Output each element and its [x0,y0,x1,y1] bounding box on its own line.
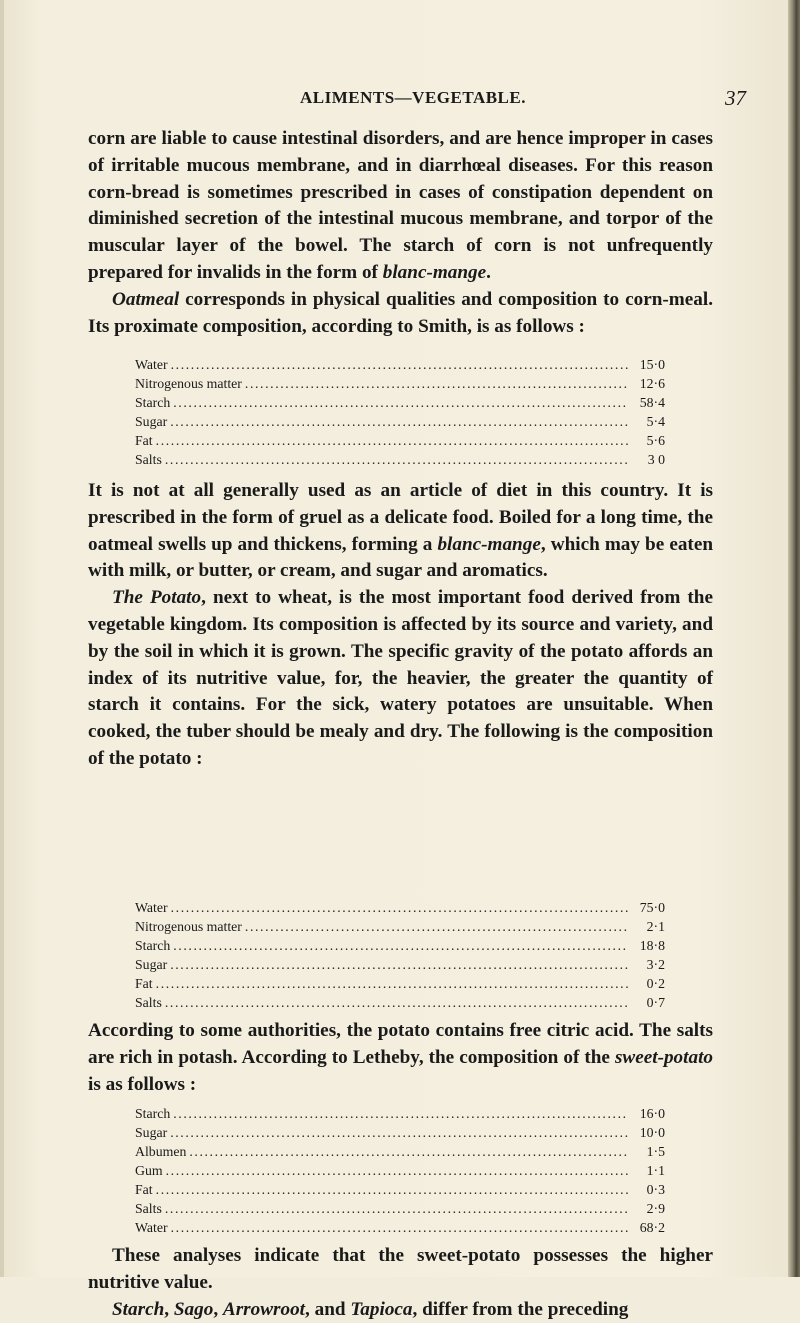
table-row [135,1199,665,1218]
table-row [135,936,665,955]
row-label: Fat [135,976,153,991]
sweet-potato-composition-table [135,1104,665,1237]
text-block-2 [88,478,713,773]
row-label: Nitrogenous matter [135,919,242,934]
row-label: Salts [135,1201,162,1216]
row-value: 58·4 [639,395,665,410]
table-row [135,993,665,1012]
dot-leader [173,936,628,955]
paragraph-sweet-potato: According to some authorities, the potato contains free citric acid. The salts are rich in potash. According to Letheby, the composition of the sweet-potato is as follows : [88,1020,713,1095]
row-label: Water [135,1220,168,1235]
dot-leader [173,1104,628,1123]
table-row [135,917,665,936]
row-label: Salts [135,452,162,467]
row-value: 18·8 [639,938,665,953]
table-row [135,898,665,917]
row-value: 3·2 [646,957,665,972]
row-label: Fat [135,1182,153,1197]
dot-leader [245,917,628,936]
row-value: 15·0 [639,357,665,372]
table-row [135,974,665,993]
dot-leader [173,393,628,412]
dot-leader [170,1123,628,1142]
dot-leader [171,898,628,917]
row-value: 0·3 [646,1182,665,1197]
page-left-edge [0,0,4,1277]
dot-leader [245,374,628,393]
table-row [135,412,665,431]
text-block-1 [88,126,713,340]
row-label: Sugar [135,1125,168,1140]
row-value: 5·6 [646,433,665,448]
dot-leader [156,431,628,450]
dot-leader [171,1218,628,1237]
row-value: 68·2 [639,1220,665,1235]
row-label: Fat [135,433,153,448]
row-label: Starch [135,395,171,410]
dot-leader [165,993,628,1012]
row-value: 10·0 [639,1125,665,1140]
dot-leader [165,1199,628,1218]
row-label: Water [135,357,168,372]
table-row [135,1142,665,1161]
dot-leader [171,355,628,374]
row-label: Starch [135,938,171,953]
paragraph-oatmeal-use: It is not at all generally used as an article of diet in this country. It is prescribed in the form of gruel as a delicate food. Boiled for a long time, the oatmeal swells up and thickens, forming a blanc-mange, which may be eaten with milk, or butter, or cream, and sugar and aromatics. [88,480,714,582]
table-row [135,955,665,974]
table-row [135,374,665,393]
row-label: Albumen [135,1144,187,1159]
dot-leader [170,955,628,974]
dot-leader [156,1180,628,1199]
book-spine-edge [788,0,800,1277]
table-row [135,1123,665,1142]
dot-leader [189,1142,628,1161]
row-value: 0·7 [646,995,665,1010]
table-row [135,431,665,450]
text-block-3 [88,1018,713,1098]
table-row [135,393,665,412]
running-head: ALIMENTS—VEGETABLE. [300,88,526,107]
dot-leader [165,450,628,469]
dot-leader [166,1161,628,1180]
row-value: 1·1 [646,1163,665,1178]
row-value: 0·2 [646,976,665,991]
table-row [135,1104,665,1123]
row-value: 75·0 [639,900,665,915]
row-value: 1·5 [646,1144,665,1159]
paragraph-potato: The Potato, next to wheat, is the most important food derived from the vegetable kingdom. Its composition is affected by its source and variety, and by the soil in which it is grown. The specific gravity of the potato affords an index of its nutritive value, for, the heavier, the greater the quantity of starch it contains. For the sick, watery potatoes are unsuitable. When cooked, the tuber should be mealy and dry. The following is the composition of the potato : [88,587,713,769]
paragraph-analyses: These analyses indicate that the sweet-potato possesses the higher nutritive value. [88,1245,713,1293]
paragraph-oatmeal: Oatmeal corresponds in physical qualities and composition to corn-meal. Its proximate composition, according to Smith, is as follows : [88,288,713,337]
table-row [135,355,665,374]
potato-composition-table [135,898,665,1012]
table-row [135,1161,665,1180]
oatmeal-composition-table [135,355,665,469]
dot-leader [170,412,628,431]
row-value: 12·6 [639,376,665,391]
row-label: Gum [135,1163,163,1178]
page-number: 37 [725,86,746,110]
table-row [135,1180,665,1199]
row-label: Water [135,900,168,915]
text-block-4 [88,1243,713,1323]
row-label: Salts [135,995,162,1010]
row-value: 16·0 [639,1106,665,1121]
page-header [0,88,790,112]
row-value: 5·4 [646,414,665,429]
row-value: 2·9 [646,1201,665,1216]
row-value: 2·1 [646,919,665,934]
row-label: Starch [135,1106,171,1121]
paragraph-corn: corn are liable to cause intestinal disorders, and are hence improper in cases of irritable mucous membrane, and in diarrhœal diseases. For this reason corn-bread is sometimes prescribed in cases of constipation dependent on diminished secretion of the intestinal mucous membrane, and torpor of the muscular layer of the bowel. The starch of corn is not unfrequently prepared for invalids in the form of blanc-mange. [88,128,713,283]
row-value: 3 0 [647,452,665,467]
row-label: Sugar [135,957,168,972]
table-row [135,450,665,469]
paragraph-starches: Starch, Sago, Arrowroot, and Tapioca, differ from the preceding [112,1298,629,1320]
row-label: Nitrogenous matter [135,376,242,391]
dot-leader [156,974,628,993]
row-label: Sugar [135,414,168,429]
table-row [135,1218,665,1237]
